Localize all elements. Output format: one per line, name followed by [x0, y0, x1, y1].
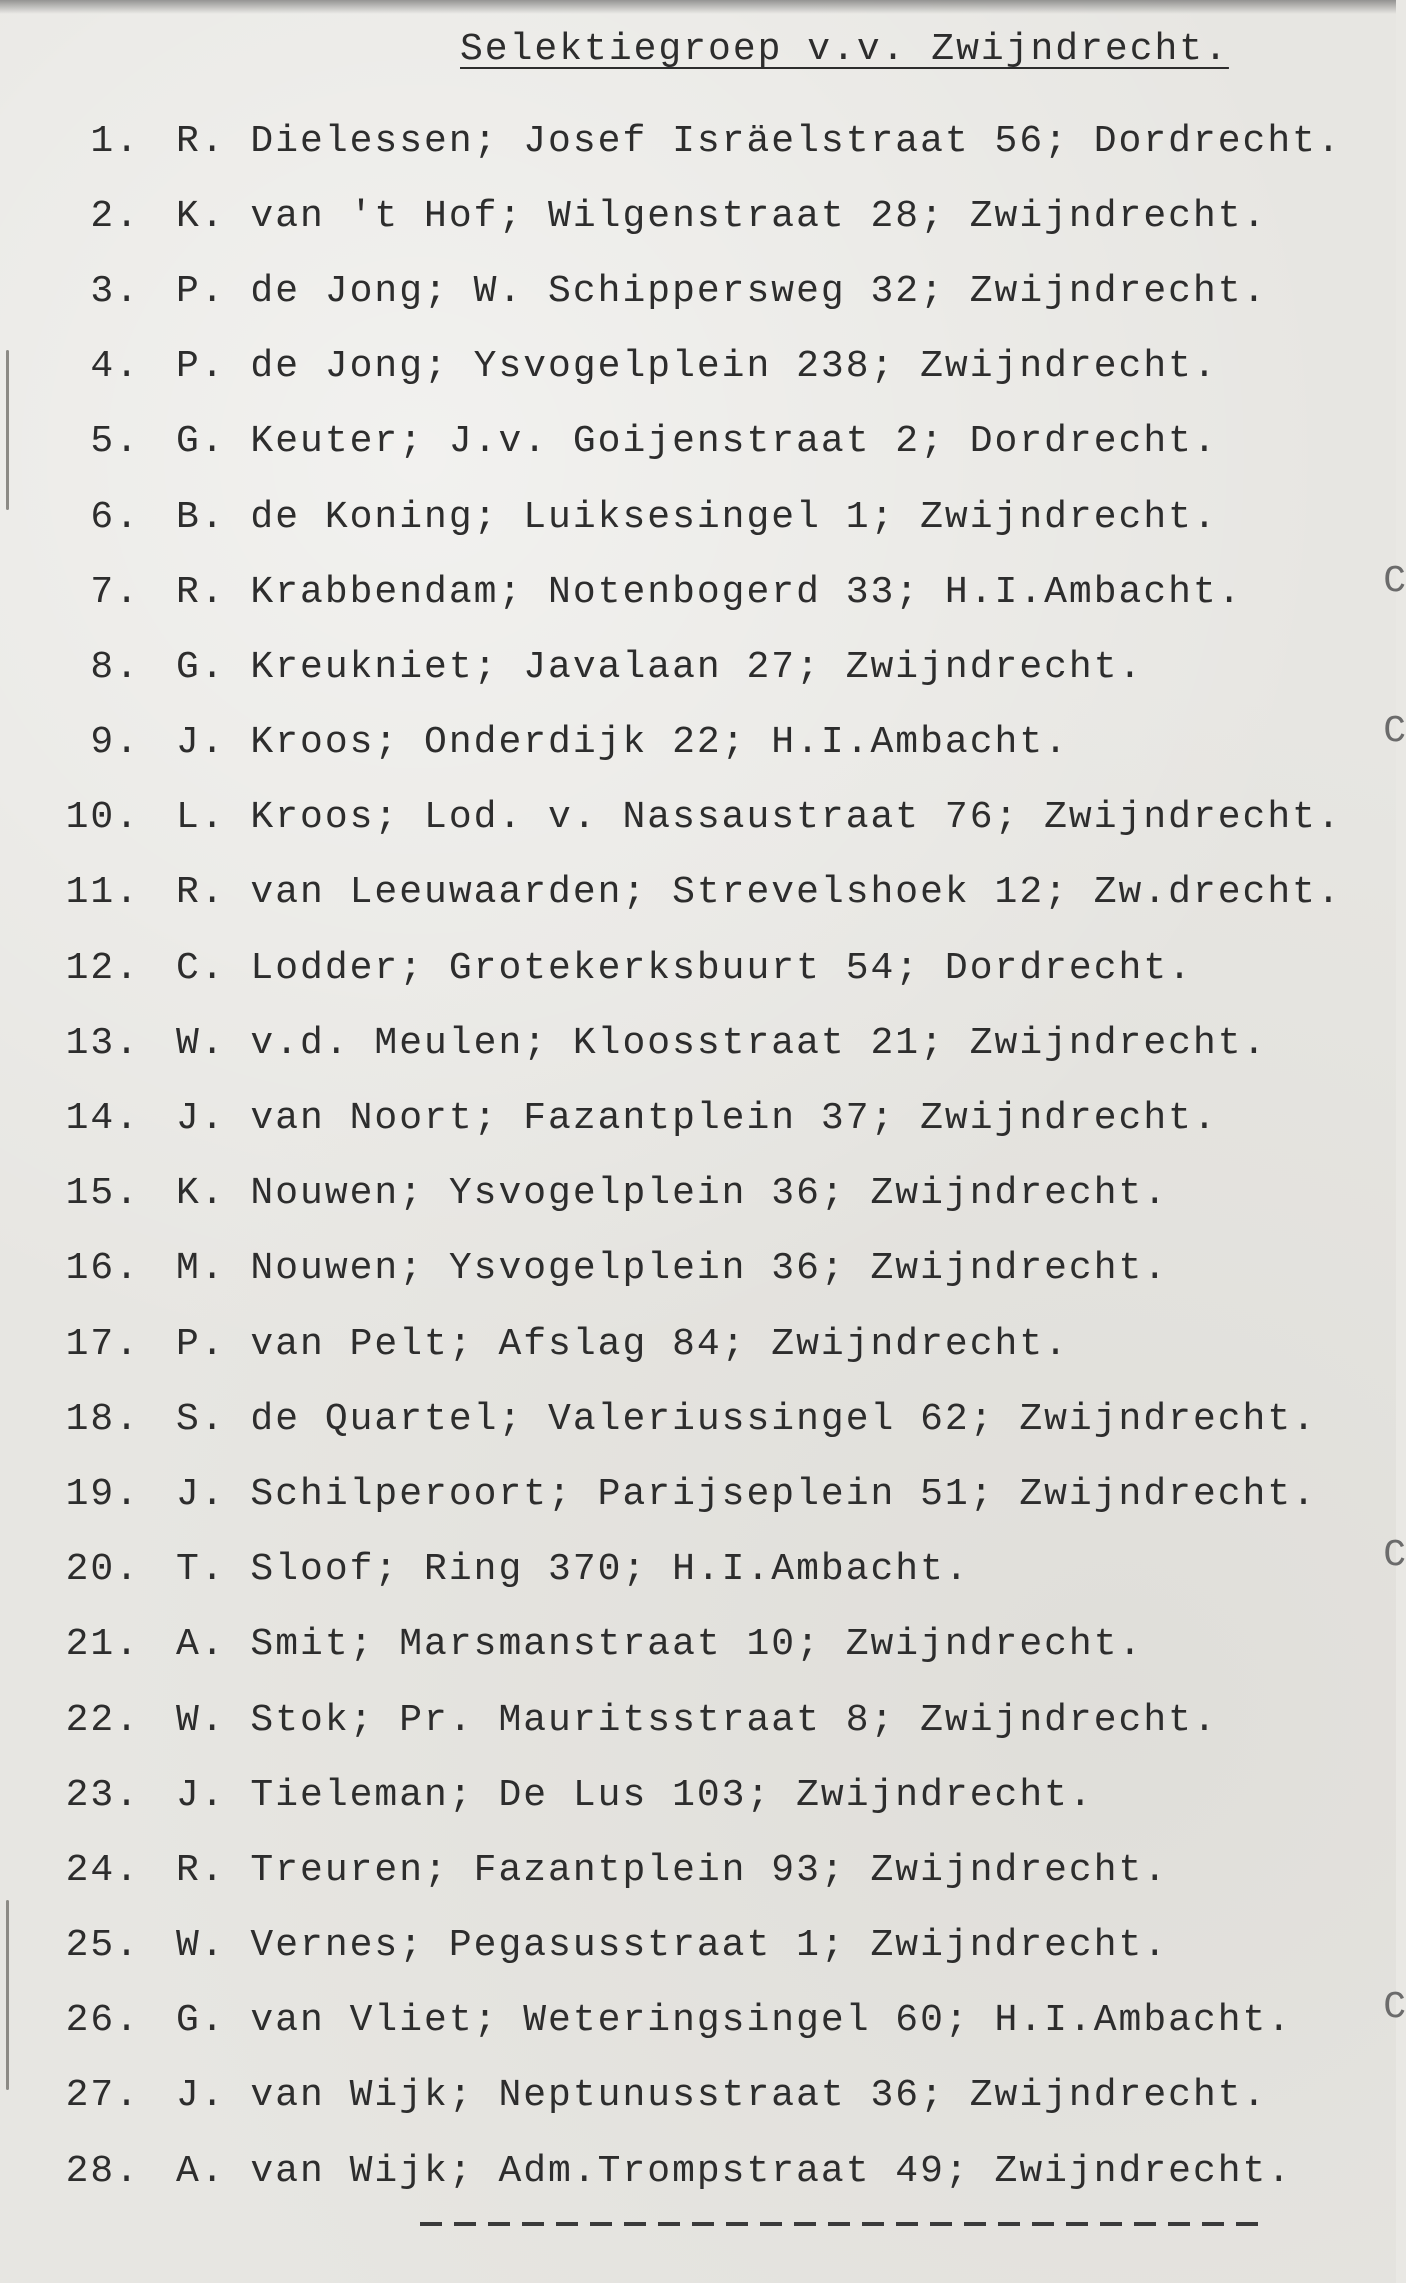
page-edge-mark: C	[1383, 1534, 1406, 1577]
entry-text: P. de Jong; W. Schippersweg 32; Zwijndrecht.	[176, 269, 1268, 313]
entry-number: 6.	[90, 495, 140, 539]
list-item	[40, 1232, 1396, 1307]
entry-number: 13.	[65, 1021, 140, 1065]
list-item	[40, 706, 1396, 781]
entry-number: 12.	[65, 946, 140, 990]
page-title: Selektiegroep v.v. Zwijndrecht.	[460, 28, 1229, 71]
entry-number: 3.	[90, 269, 140, 313]
entry-number: 5.	[90, 420, 140, 464]
entry-text: L. Kroos; Lod. v. Nassaustraat 76; Zwijndrecht.	[176, 796, 1342, 840]
entry-text: W. Stok; Pr. Mauritsstraat 8; Zwijndrecht.	[176, 1698, 1218, 1742]
entry-text: J. Tieleman; De Lus 103; Zwijndrecht.	[176, 1773, 1094, 1817]
list-item	[40, 1006, 1396, 1081]
entry-number: 22.	[65, 1698, 140, 1742]
list-item	[40, 1984, 1396, 2059]
entry-number: 1.	[90, 119, 140, 163]
list-item	[40, 1683, 1396, 1758]
entry-text: R. van Leeuwaarden; Strevelshoek 12; Zw.drecht.	[176, 871, 1342, 915]
list-item	[40, 330, 1396, 405]
entry-text: J. Schilperoort; Parijseplein 51; Zwijndrecht.	[176, 1472, 1317, 1516]
list-item	[40, 555, 1396, 630]
entry-text: K. van 't Hof; Wilgenstraat 28; Zwijndrecht.	[176, 194, 1268, 238]
entry-number: 10.	[65, 796, 140, 840]
list-item	[40, 781, 1396, 856]
entry-number: 19.	[65, 1472, 140, 1516]
entry-text: T. Sloof; Ring 370; H.I.Ambacht.	[176, 1548, 970, 1592]
entry-text: J. van Noort; Fazantplein 37; Zwijndrecht.	[176, 1097, 1218, 1141]
list-item	[40, 1081, 1396, 1156]
binding-mark	[6, 1900, 9, 2090]
list-item	[40, 1533, 1396, 1608]
member-list	[40, 104, 1396, 2209]
list-item	[40, 630, 1396, 705]
entry-text: A. van Wijk; Adm.Trompstraat 49; Zwijndrecht.	[176, 2149, 1293, 2193]
page-top-shadow	[0, 0, 1396, 14]
page-edge-mark: C	[1383, 1986, 1406, 2029]
entry-text: R. Krabbendam; Notenbogerd 33; H.I.Ambacht.	[176, 570, 1243, 614]
entry-number: 16.	[65, 1247, 140, 1291]
entry-text: R. Dielessen; Josef Isräelstraat 56; Dordrecht.	[176, 119, 1342, 163]
entry-text: C. Lodder; Grotekerksbuurt 54; Dordrecht.	[176, 946, 1193, 990]
entry-text: A. Smit; Marsmanstraat 10; Zwijndrecht.	[176, 1623, 1144, 1667]
entry-number: 9.	[90, 721, 140, 765]
list-item	[40, 1157, 1396, 1232]
page-edge-mark: C	[1383, 710, 1406, 753]
entry-number: 2.	[90, 194, 140, 238]
entry-text: K. Nouwen; Ysvogelplein 36; Zwijndrecht.	[176, 1172, 1169, 1216]
list-item	[40, 931, 1396, 1006]
entry-text: P. van Pelt; Afslag 84; Zwijndrecht.	[176, 1322, 1069, 1366]
list-item	[40, 480, 1396, 555]
entry-text: P. de Jong; Ysvogelplein 238; Zwijndrecht.	[176, 345, 1218, 389]
list-item	[40, 405, 1396, 480]
entry-number: 23.	[65, 1773, 140, 1817]
entry-text: W. v.d. Meulen; Kloosstraat 21; Zwijndrecht.	[176, 1021, 1268, 1065]
entry-text: G. van Vliet; Weteringsingel 60; H.I.Ambacht.	[176, 1999, 1293, 2043]
dashed-separator	[420, 2222, 1260, 2226]
entry-text: B. de Koning; Luiksesingel 1; Zwijndrecht.	[176, 495, 1218, 539]
list-item	[40, 1909, 1396, 1984]
entry-number: 20.	[65, 1548, 140, 1592]
list-item	[40, 179, 1396, 254]
entry-text: G. Keuter; J.v. Goijenstraat 2; Dordrecht.	[176, 420, 1218, 464]
entry-text: R. Treuren; Fazantplein 93; Zwijndrecht.	[176, 1848, 1169, 1892]
entry-number: 15.	[65, 1172, 140, 1216]
entry-text: W. Vernes; Pegasusstraat 1; Zwijndrecht.	[176, 1924, 1169, 1968]
entry-text: G. Kreukniet; Javalaan 27; Zwijndrecht.	[176, 645, 1144, 689]
list-item	[40, 1608, 1396, 1683]
entry-text: J. Kroos; Onderdijk 22; H.I.Ambacht.	[176, 721, 1069, 765]
entry-number: 24.	[65, 1848, 140, 1892]
entry-text: S. de Quartel; Valeriussingel 62; Zwijndrecht.	[176, 1397, 1317, 1441]
list-item	[40, 2059, 1396, 2134]
entry-number: 7.	[90, 570, 140, 614]
entry-number: 11.	[65, 871, 140, 915]
entry-number: 8.	[90, 645, 140, 689]
entry-number: 14.	[65, 1097, 140, 1141]
list-item	[40, 1457, 1396, 1532]
list-item	[40, 104, 1396, 179]
entry-number: 18.	[65, 1397, 140, 1441]
entry-text: M. Nouwen; Ysvogelplein 36; Zwijndrecht.	[176, 1247, 1169, 1291]
list-item	[40, 1382, 1396, 1457]
entry-number: 27.	[65, 2074, 140, 2118]
binding-mark	[6, 350, 9, 510]
entry-number: 21.	[65, 1623, 140, 1667]
list-item	[40, 1758, 1396, 1833]
list-item	[40, 254, 1396, 329]
list-item	[40, 856, 1396, 931]
list-item	[40, 2134, 1396, 2209]
entry-number: 26.	[65, 1999, 140, 2043]
entry-number: 4.	[90, 345, 140, 389]
entry-number: 28.	[65, 2149, 140, 2193]
entry-number: 25.	[65, 1924, 140, 1968]
list-item	[40, 1833, 1396, 1908]
list-item	[40, 1307, 1396, 1382]
entry-text: J. van Wijk; Neptunusstraat 36; Zwijndrecht.	[176, 2074, 1268, 2118]
page-edge-mark: C	[1383, 560, 1406, 603]
entry-number: 17.	[65, 1322, 140, 1366]
